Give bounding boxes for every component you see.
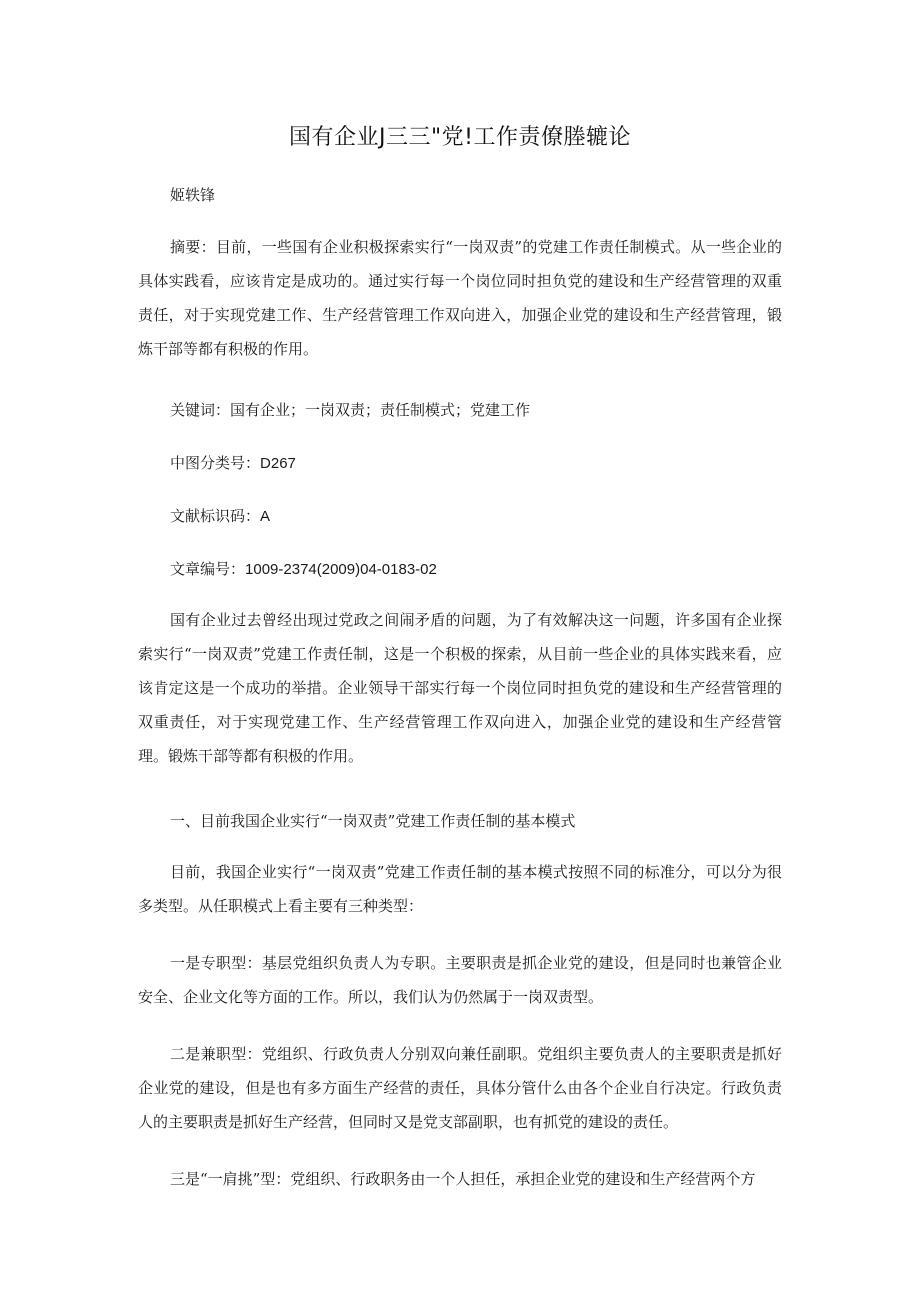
keywords-label: 关键词： (170, 401, 231, 419)
clc-value: D267 (260, 455, 296, 472)
section1-paragraph-4: 三是“一肩挑”型：党组织、行政职务由一个人担任，承担企业党的建设和生产经营两个方 (170, 1170, 756, 1188)
article-number-line (170, 557, 782, 582)
section1-paragraph-3: 二是兼职型：党组织、行政负责人分别双向兼任副职。党组织主要负责人的主要职责是抓好企业党的建设，但是也有多方面生产经营的责任，具体分管什么由各个企业自行决定。行政负责人的主要职责是抓好生产经营，但同时又是党支部副职，也有抓党的建设的责任。 (138, 1045, 782, 1131)
article-number-label: 文章编号： (170, 560, 246, 578)
doc-code-line (170, 504, 782, 529)
article-number-value: 1009-2374(2009)04-0183-02 (245, 561, 437, 578)
author-name: 姬轶锋 (170, 186, 216, 204)
keywords-value: 国有企业；一岗双责；责任制模式；党建工作 (230, 401, 531, 419)
doc-code-label: 文献标识码： (170, 507, 261, 525)
abstract-paragraph: 摘要：目前，一些国有企业积极探索实行“一岗双责”的党建工作责任制模式。从一些企业的具体实践看，应该肯定是成功的。通过实行每一个岗位同时担负党的建设和生产经营管理的双重责任，对于实现党建工作、生产经营管理工作双向进入，加强企业党的建设和生产经营管理，锻炼干部等都有积极的作用。 (138, 238, 782, 358)
intro-paragraph: 国有企业过去曾经出现过党政之间闹矛盾的问题，为了有效解决这一问题，许多国有企业探索实行“一岗双责”党建工作责任制，这是一个积极的探索，从目前一些企业的具体实践来看，应该肯定这是一个成功的举措。企业领导干部实行每一个岗位同时担负党的建设和生产经营管理的双重责任，对于实现党建工作、生产经营管理工作双向进入，加强企业党的建设和生产经营管理。锻炼干部等都有积极的作用。 (138, 611, 782, 765)
clc-label: 中图分类号： (170, 454, 261, 472)
section1-paragraph-1: 目前，我国企业实行“一岗双责”党建工作责任制的基本模式按照不同的标准分，可以分为很多类型。从任职模式上看主要有三种类型： (138, 863, 782, 915)
section1-paragraph-2: 一是专职型：基层党组织负责人为专职。主要职责是抓企业党的建设，但是同时也兼管企业安全、企业文化等方面的工作。所以，我们认为仍然属于一岗双责型。 (138, 954, 782, 1006)
clc-line (170, 451, 782, 476)
document-title: 国有企业J三三"党!工作责僚塍辘论 (289, 125, 631, 150)
section1-heading: 一、目前我国企业实行“一岗双责”党建工作责任制的基本模式 (170, 812, 576, 830)
keywords-line (170, 398, 782, 422)
doc-code-value: A (260, 508, 271, 525)
